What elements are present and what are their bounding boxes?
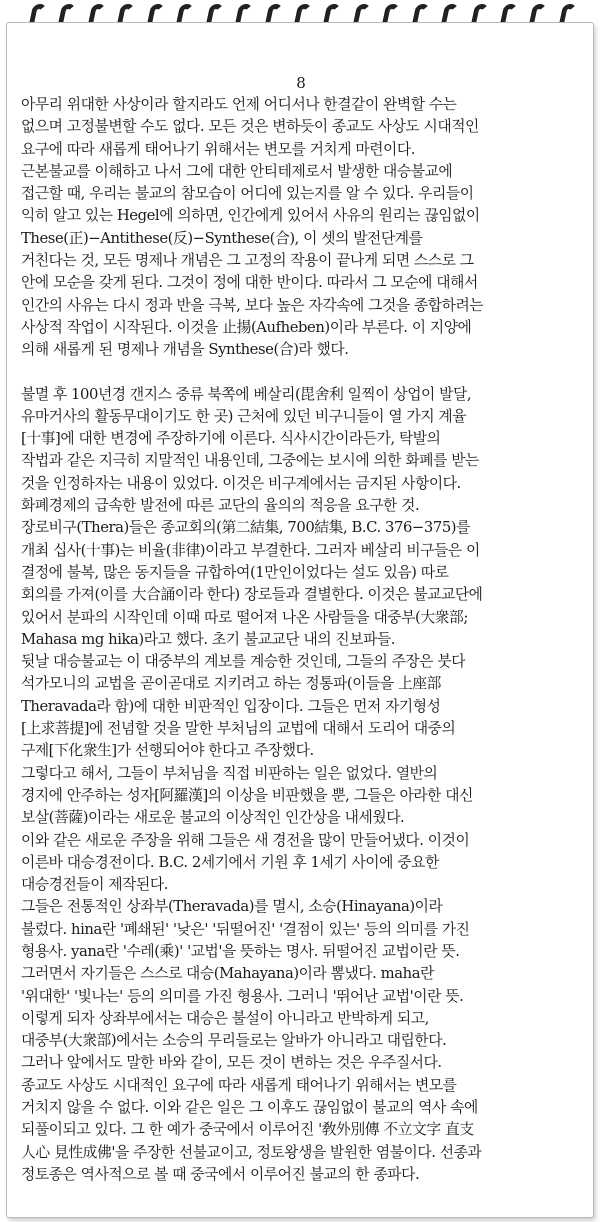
text-line: [十事]에 대한 변경에 주장하기에 이른다. 식사시간이라든가, 탁발의 xyxy=(21,429,441,448)
text-line: 이른바 대승경전이다. B.C. 2세기에서 기원 후 1세기 사이에 중요한 xyxy=(21,852,439,871)
text-line: 석가모니의 교법을 곧이곧대로 지키려고 하는 정통파(이들을 上座部 xyxy=(21,674,442,693)
text-line: 뒷날 대승불교는 이 대중부의 계보를 계승한 것인데, 그들의 주장은 붓다 xyxy=(21,652,466,671)
text-line: 형용사. yana란 '수레(乘)' '교법'을 뜻하는 명사. 뒤떨어진 교법이란 뜻. xyxy=(21,941,460,960)
text-line: 있어서 분파의 시작인데 이때 따로 떨어져 나온 사람들을 대중부(大衆部; xyxy=(21,607,468,626)
text-line: 결정에 불복, 많은 동지들을 규합하여(1만인이었다는 설도 있음) 따로 xyxy=(21,562,449,581)
text-line: 것을 인정하자는 내용이 있었다. 이것은 비구계에서는 금지된 사항이다. xyxy=(21,473,461,492)
text-line: 이렇게 되자 상좌부에서는 대승은 불설이 아니라고 반박하게 되고, xyxy=(21,1008,429,1027)
text-line: 되풀이되고 있다. 그 한 예가 중국에서 이루어진 '敎外別傳 不立文字 直支 xyxy=(21,1120,474,1139)
text-line: 대중부(大衆部)에서는 소승의 무리들로는 알바가 아니라고 대립한다. xyxy=(21,1031,447,1050)
text-line: 유마거사의 활동무대이기도 한 곳) 근처에 있던 비구니들이 열 가지 계율 xyxy=(21,406,467,425)
text-line: 안에 모순을 갖게 된다. 그것이 정에 대한 반이다. 따라서 그 모순에 대해서 xyxy=(21,273,478,292)
text-line: 의해 새롭게 된 명제나 개념을 Synthese(合)라 했다. xyxy=(21,340,349,359)
text-line: 그들은 전통적인 상좌부(Theravada)를 멸시, 소승(Hinayana)이라 xyxy=(21,897,443,916)
text-line: 이와 같은 새로운 주장을 위해 그들은 새 경전을 많이 만들어냈다. 이것이 xyxy=(21,830,470,849)
text-line: 종교도 사상도 시대적인 요구에 따라 새롭게 태어나기 위해서는 변모를 xyxy=(21,1075,457,1094)
text-line: 불멸 후 100년경 갠지스 중류 북쪽에 베살리(毘舍利 일찍이 상업이 발달, xyxy=(21,384,472,403)
text-line: 접근할 때, 우리는 불교의 참모습이 어디에 있는지를 알 수 있다. 우리들이 xyxy=(21,184,474,203)
text-line: 아무리 위대한 사상이라 할지라도 언제 어디서나 한결같이 완벽할 수는 xyxy=(21,95,457,113)
text-line: 익히 알고 있는 Hegel에 의하면, 인간에게 있어서 사유의 원리는 끊임없이 xyxy=(21,206,480,225)
text-line: '위대한' '빛나는' 등의 의미를 가진 형용사. 그러니 '뛰어난 교법'이란 뜻. xyxy=(21,986,464,1005)
text-line: 그렇다고 해서, 그들이 부처님을 직접 비판하는 일은 없었다. 열반의 xyxy=(21,763,438,782)
text-line: 그러면서 자기들은 스스로 대승(Mahayana)이라 뽐냈다. maha란 xyxy=(21,964,434,983)
text-line: 작법과 같은 지극히 지말적인 내용인데, 그중에는 보시에 의한 화폐를 받는 xyxy=(21,451,479,470)
text-line: [上求菩提]에 전념할 것을 말한 부처님의 교법에 대해서 도리어 대중의 xyxy=(21,719,456,738)
text-line: Mahasa mg hika)라고 했다. 초기 불교교단 내의 진보파들. xyxy=(21,629,396,648)
text-line: These(正)−Antithese(反)−Synthese(合), 이 셋의 발전단계를 xyxy=(21,228,423,247)
paper-sheet xyxy=(6,22,594,1218)
text-line: Theravada라 함)에 대한 비판적인 입장이다. 그들은 먼저 자기형성 xyxy=(21,696,441,715)
text-line: 그러나 앞에서도 말한 바와 같이, 모든 것이 변하는 것은 우주질서다. xyxy=(21,1053,442,1072)
text-line: 불렀다. hina란 '폐쇄된' '낮은' '뒤떨어진' '결점이 있는' 등의 의미를 가진 xyxy=(21,919,470,938)
text-line: 장로비구(Thera)들은 종교회의(第二結集, 700結集, B.C. 376−375)를 xyxy=(21,518,470,537)
text-line: 인간의 사유는 다시 정과 반을 극복, 보다 높은 자각속에 그것을 종합하려는 xyxy=(21,295,484,314)
text-line: 人心 見性成佛'을 주장한 선불교이고, 정토왕생을 발원한 염불이다. 선종과 xyxy=(21,1142,482,1161)
text-line: 사상적 작업이 시작된다. 이것을 止揚(Aufheben)이라 부른다. 이 지양에 xyxy=(21,317,472,336)
text-line: 없으며 고정불변할 수도 없다. 모든 것은 변하듯이 종교도 사상도 시대적인 xyxy=(21,117,479,136)
text-line: 정토종은 역사적으로 볼 때 중국에서 이루어진 불교의 한 종파다. xyxy=(21,1164,420,1183)
text-line: 거치지 않을 수 없다. 이와 같은 일은 그 이후도 끊임없이 불교의 역사 속에 xyxy=(21,1098,478,1117)
text-line: 거친다는 것, 모든 명제나 개념은 그 고정의 작용이 끝나게 되면 스스로 그 xyxy=(21,251,474,270)
text-line: 보살(菩薩)이라는 새로운 불교의 이상적인 인간상을 내세웠다. xyxy=(21,808,405,827)
text-line: 회의를 가져(이를 大合誦이라 한다) 장로들과 결별한다. 이것은 불교교단에 xyxy=(21,585,483,604)
text-line: 근본불교를 이해하고 나서 그에 대한 안티테제로서 발생한 대승불교에 xyxy=(21,161,453,180)
text-line: 대승경전들이 제작된다. xyxy=(21,875,168,894)
text-line: 경지에 안주하는 성자[阿羅漢]의 이상을 비판했을 뿐, 그들은 아라한 대신 xyxy=(21,785,473,804)
page-number: 8 xyxy=(296,74,306,92)
text-line: 요구에 따라 새롭게 태어나기 위해서는 변모를 거치게 마련이다. xyxy=(21,139,415,158)
paragraph-gap xyxy=(21,361,587,383)
text-line: 구제[下化衆生]가 선행되어야 한다고 주장했다. xyxy=(21,741,314,760)
body-text xyxy=(21,93,595,1185)
text-line: 화폐경제의 급속한 발전에 따른 교단의 율의의 적응을 요구한 것. xyxy=(21,496,420,515)
text-line: 개최 십사(十事)는 비율(非律)이라고 부결한다. 그러자 베살리 비구들은 이 xyxy=(21,540,480,559)
